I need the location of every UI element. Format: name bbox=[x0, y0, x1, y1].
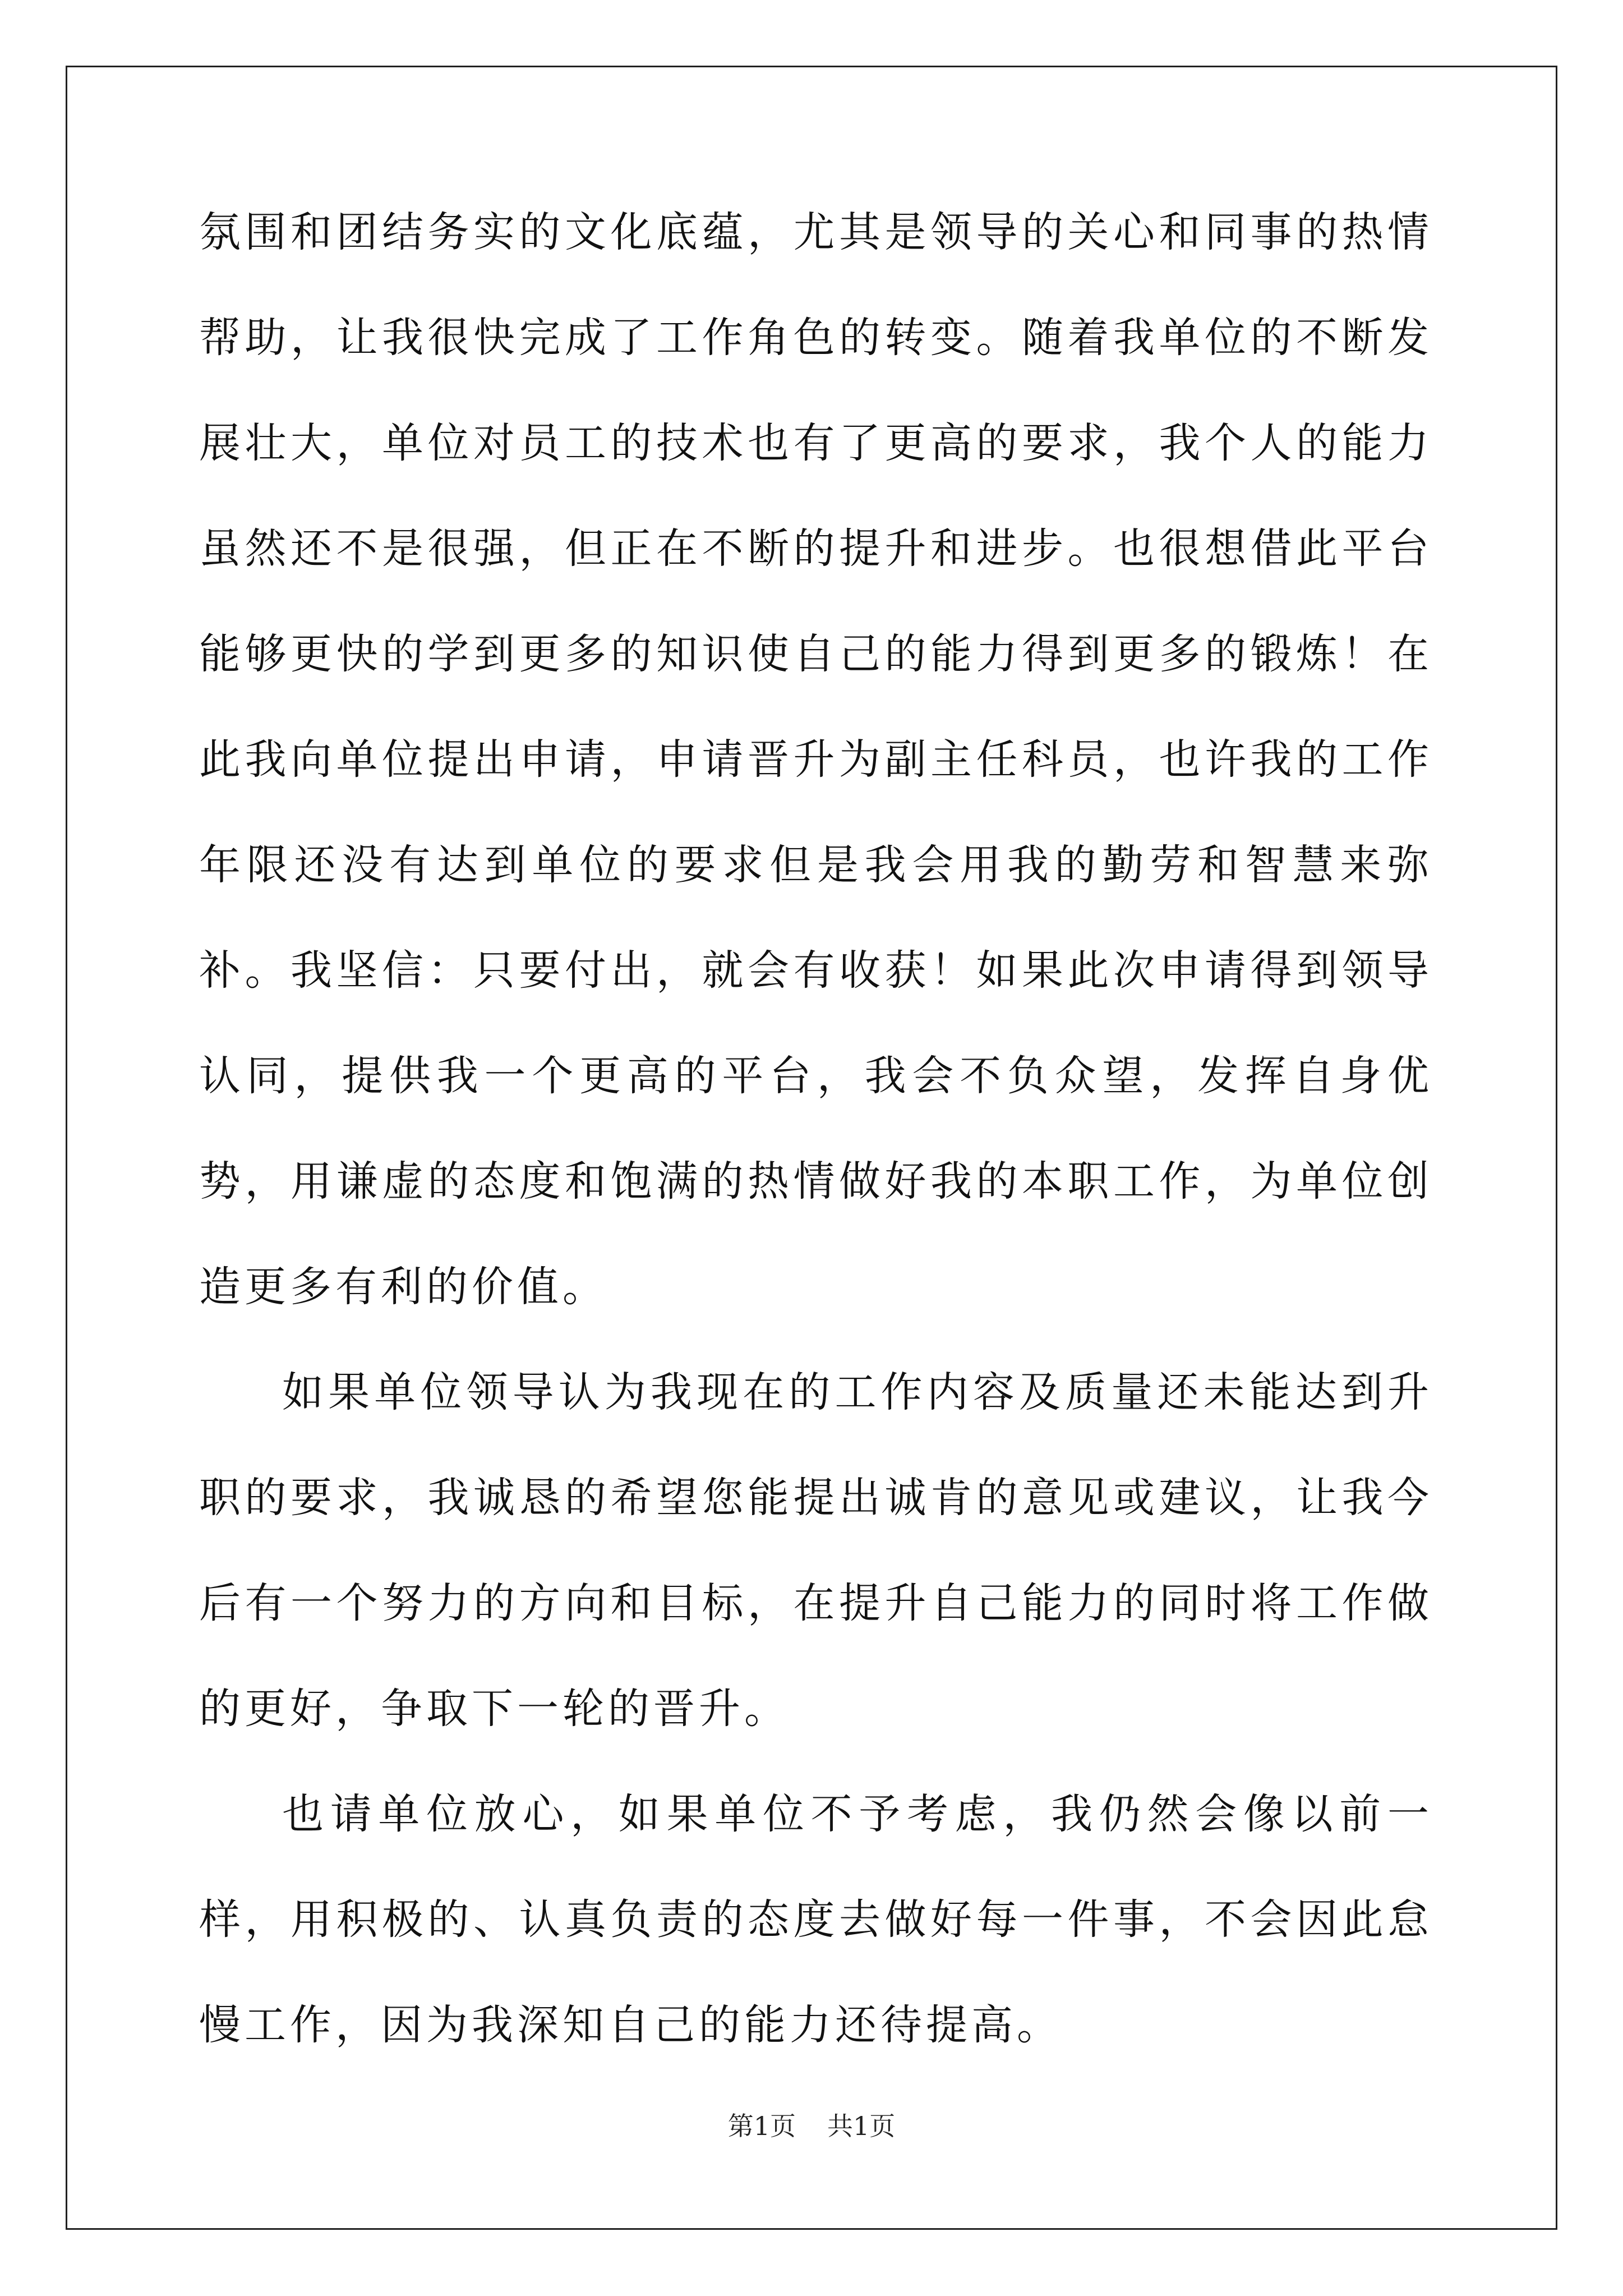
page-footer bbox=[0, 2109, 1623, 2143]
paragraph-3: 也请单位放心，如果单位不予考虑，我仍然会像以前一样，用积极的、认真负责的态度去做好每一件事，不会因此怠慢工作，因为我深知自己的能力还待提高。 bbox=[199, 1790, 1433, 2049]
paragraph-2: 如果单位领导认为我现在的工作内容及质量还未能达到升职的要求，我诚恳的希望您能提出诚肯的意见或建议，让我今后有一个努力的方向和目标，在提升自己能力的同时将工作做的更好，争取下一轮的晋升。 bbox=[199, 1368, 1433, 1733]
document-body bbox=[199, 180, 1433, 2078]
paragraph-1: 氛围和团结务实的文化底蕴，尤其是领导的关心和同事的热情帮助，让我很快完成了工作角色的转变。随着我单位的不断发展壮大，单位对员工的技术也有了更高的要求，我个人的能力虽然还不是很强，但正在不断的提升和进步。也很想借此平台能够更快的学到更多的知识使自己的能力得到更多的锻炼！在此我向单位提出申请，申请晋升为副主任科员，也许我的工作年限还没有达到单位的要求但是我会用我的勤劳和智慧来弥补。我坚信：只要付出，就会有收获！如果此次申请得到领导认同，提供我一个更高的平台，我会不负众望，发挥自身优势，用谦虚的态度和饱满的热情做好我的本职工作，为单位创造更多有利的价值。 bbox=[199, 208, 1433, 1311]
page-number: 第1页 bbox=[727, 2111, 796, 2141]
page-total: 共1页 bbox=[827, 2111, 896, 2141]
